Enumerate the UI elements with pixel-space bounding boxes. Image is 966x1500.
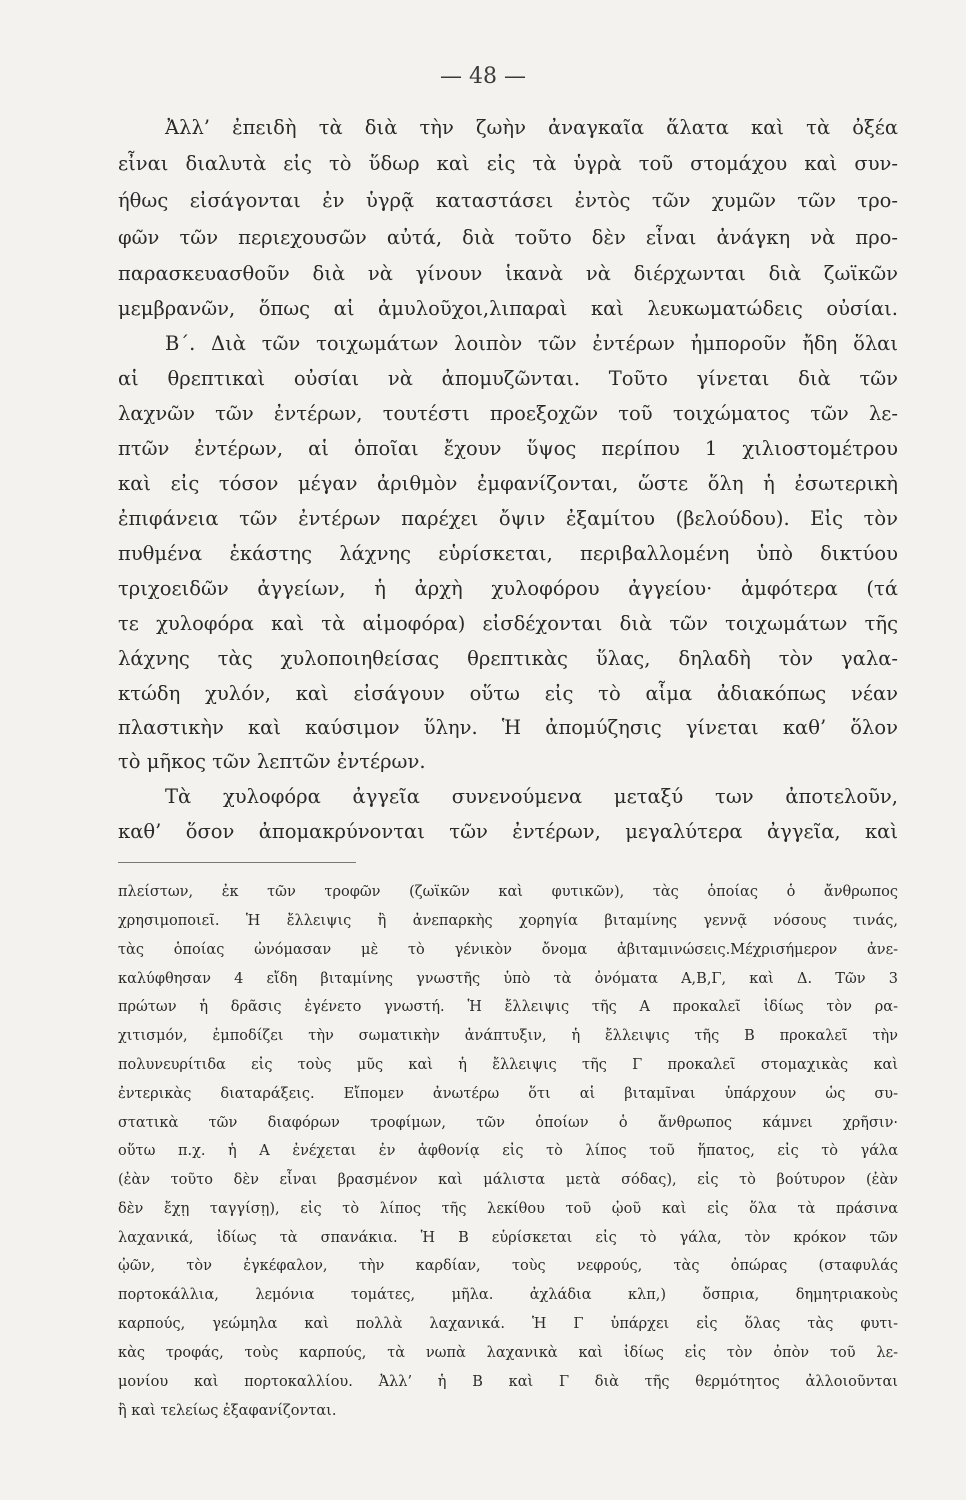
text-line: πυθμένα ἑκάστης λάχνης εὑρίσκεται, περιβαλλομένη ὑπὸ δικτύου — [118, 542, 898, 565]
footnote-line: πολυνευρίτιδα εἰς τοὺς μῦς καὶ ἡ ἔλλειψις τῆς Γ προκαλεῖ στομαχικὰς καὶ — [118, 1057, 898, 1073]
text-line: καὶ εἰς τόσον μέγαν ἀριθμὸν ἐμφανίζονται, ὥστε ὅλη ἡ ἐσωτερικὴ — [118, 472, 898, 495]
text-line: ήθως εἰσάγονται ἐν ὑγρᾷ καταστάσει ἐντὸς τῶν χυμῶν τῶν τρο- — [118, 189, 898, 212]
footnote-line: οὕτω π.χ. ἡ Α ἐνέχεται ἐν ἀφθονίᾳ εἰς τὸ λίπος τοῦ ἥπατος, εἰς τὸ γάλα — [118, 1143, 898, 1159]
text-line: τὸ μῆκος τῶν λεπτῶν ἐντέρων. — [118, 750, 426, 773]
footnote-line: κὰς τροφάς, τοὺς καρπούς, τὰ νωπὰ λαχανικὰ καὶ ἰδίως εἰς τὸν ὀπὸν τοῦ λε- — [118, 1345, 898, 1361]
footnote-line: καρπούς, γεώμηλα καὶ πολλὰ λαχανικά. Ἡ Γ ὑπάρχει εἰς ὅλας τὰς φυτι- — [118, 1316, 898, 1332]
page-number: — 48 — — [440, 64, 526, 89]
text-line: παρασκευασθοῦν διὰ νὰ γίνουν ἱκανὰ νὰ διέρχωνται διὰ ζωϊκῶν — [118, 262, 898, 285]
footnote-line: πρώτων ἡ δρᾶσις ἐγένετο γνωστή. Ἡ ἔλλειψις τῆς Α προκαλεῖ ἰδίως τὸν ρα- — [118, 999, 898, 1015]
footnote-line: λαχανικά, ἰδίως τὰ σπανάκια. Ἡ Β εὑρίσκεται εἰς τὸ γάλα, τὸν κρόκον τῶν — [118, 1230, 898, 1246]
footnote-line: (ἐὰν τοῦτο δὲν εἶναι βρασμένον καὶ μάλιστα μετὰ σόδας), εἰς τὸ βούτυρον (ἐὰν — [118, 1172, 898, 1188]
text-line: ἐπιφάνεια τῶν ἐντέρων παρέχει ὄψιν ἐξαμίτου (βελούδου). Εἰς τὸν — [118, 507, 898, 530]
text-line: λαχνῶν τῶν ἐντέρων, τουτέστι προεξοχῶν τοῦ τοιχώματος τῶν λε- — [118, 402, 898, 425]
text-line: Β΄. Διὰ τῶν τοιχωμάτων λοιπὸν τῶν ἐντέρων ἠμποροῦν ἤδη ὅλαι — [165, 332, 898, 355]
footnote-line: καλύφθησαν 4 εἴδη βιταμίνης γνωστῆς ὑπὸ τὰ ὀνόματα Α,Β,Γ, καὶ Δ. Τῶν 3 — [118, 971, 898, 987]
text-line: φῶν τῶν περιεχουσῶν αὐτά, διὰ τοῦτο δὲν εἶναι ἀνάγκη νὰ προ- — [118, 226, 898, 249]
footnote-line: ἐντερικὰς διαταράξεις. Εἴπομεν ἀνωτέρω ὅτι αἱ βιταμῖναι ὑπάρχουν ὡς συ- — [118, 1086, 898, 1102]
footnote-line: μονίου καὶ πορτοκαλλίου. Ἀλλ’ ἡ Β καὶ Γ διὰ τῆς θερμότητος ἀλλοιοῦνται — [118, 1374, 898, 1390]
text-line: μεμβρανῶν, ὅπως αἱ ἀμυλοῦχοι,λιπαραὶ καὶ λευκωματώδεις οὐσίαι. — [118, 297, 898, 320]
text-line: αἱ θρεπτικαὶ οὐσίαι νὰ ἀπομυζῶνται. Τοῦτο γίνεται διὰ τῶν — [118, 367, 898, 390]
text-line: λάχνης τὰς χυλοποιηθείσας θρεπτικὰς ὕλας, δηλαδὴ τὸν γαλα- — [118, 647, 898, 670]
footnote-line: πορτοκάλλια, λεμόνια τομάτες, μῆλα. ἀχλάδια κλπ,) ὄσπρια, δημητριακοὺς — [118, 1287, 898, 1303]
text-line: Ἀλλ’ ἐπειδὴ τὰ διὰ τὴν ζωὴν ἀναγκαῖα ἅλατα καὶ τὰ ὀξέα — [165, 116, 898, 139]
footnote-line: χρησιμοποιεῖ. Ἡ ἔλλειψις ἢ ἀνεπαρκὴς χορηγία βιταμίνης γεννᾷ νόσους τινάς, — [118, 913, 898, 929]
footnote-separator — [118, 862, 356, 863]
text-line: καθ’ ὅσον ἀπομακρύνονται τῶν ἐντέρων, μεγαλύτερα ἀγγεῖα, καὶ — [118, 820, 898, 843]
footnote-line: ἢ καὶ τελείως ἐξαφανίζονται. — [118, 1403, 337, 1419]
text-line: τε χυλοφόρα καὶ τὰ αἱμοφόρα) εἰσδέχονται διὰ τῶν τοιχωμάτων τῆς — [118, 612, 898, 635]
text-line: Τὰ χυλοφόρα ἀγγεῖα συνενούμενα μεταξύ των ἀποτελοῦν, — [165, 785, 898, 808]
footnote-line: πλείστων, ἐκ τῶν τροφῶν (ζωϊκῶν καὶ φυτικῶν), τὰς ὁποίας ὁ ἄνθρωπος — [118, 884, 898, 900]
text-line: πλαστικὴν καὶ καύσιμον ὕλην. Ἡ ἀπομύζησις γίνεται καθ’ ὅλον — [118, 716, 898, 739]
footnote-line: χιτισμόν, ἐμποδίζει τὴν σωματικὴν ἀνάπτυξιν, ἡ ἔλλειψις τῆς Β προκαλεῖ τὴν — [118, 1028, 898, 1044]
text-line: κτώδη χυλόν, καὶ εἰσάγουν οὕτω εἰς τὸ αἷμα ἀδιακόπως νέαν — [118, 682, 898, 705]
text-line: εἶναι διαλυτὰ εἰς τὸ ὕδωρ καὶ εἰς τὰ ὑγρὰ τοῦ στομάχου καὶ συν- — [118, 152, 898, 175]
footnote-line: στατικὰ τῶν διαφόρων τροφίμων, τῶν ὁποίων ὁ ἄνθρωπος κάμνει χρῆσιν· — [118, 1115, 898, 1131]
text-line: πτῶν ἐντέρων, αἱ ὁποῖαι ἔχουν ὕψος περίπου 1 χιλιοστομέτρου — [118, 437, 898, 460]
text-line: τριχοειδῶν ἀγγείων, ἡ ἀρχὴ χυλοφόρου ἀγγείου· ἀμφότερα (τά — [118, 577, 898, 600]
footnote-line: δὲν ἔχῃ ταγγίσῃ), εἰς τὸ λίπος τῆς λεκίθου τοῦ ᾠοῦ καὶ εἰς ὅλα τὰ πράσινα — [118, 1201, 898, 1217]
footnote-line: τὰς ὁποίας ὠνόμασαν μὲ τὸ γένικὸν ὄνομα ἀβιταμινώσεις.Μέχρισήμερον ἀνε- — [118, 942, 898, 958]
footnote-line: ᾠῶν, τὸν ἐγκέφαλον, τὴν καρδίαν, τοὺς νεφρούς, τὰς ὀπώρας (σταφυλάς — [118, 1258, 898, 1274]
